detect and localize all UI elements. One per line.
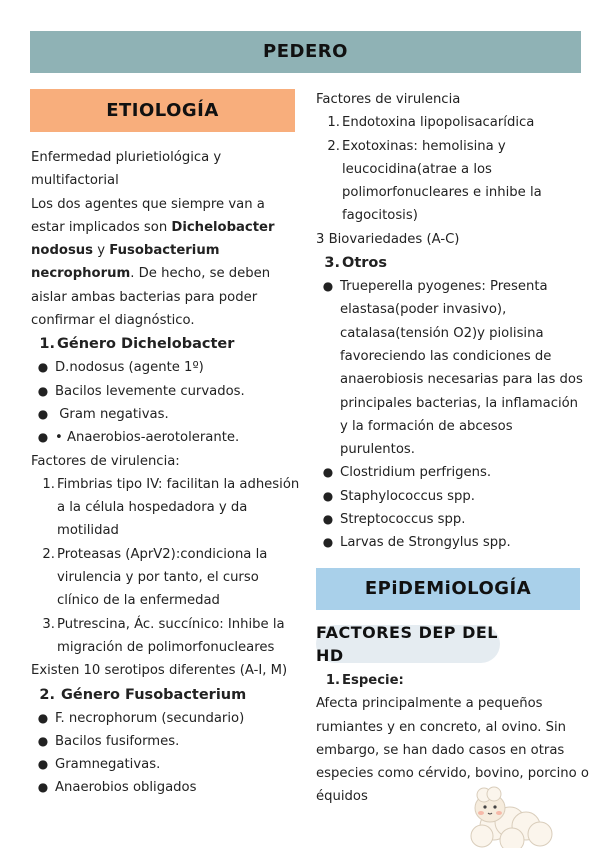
intro-text: Enfermedad plurietiológica y multifactorial — [31, 150, 222, 189]
agents-paragraph — [31, 193, 301, 333]
etiologia-heading: ETIOLOGÍA — [30, 89, 295, 132]
list-item: ● Trueperella pyogenes: Presenta elastasa(poder invasivo), catalasa(tensión O2)y piolisina favoreciendo las condiciones de anaerobiosis necesarias para las dos principales bacterias, la inflamación y la formación de abcesos purulentos. — [316, 275, 590, 461]
genus1-num: 1. — [39, 336, 55, 353]
list-item: ● Gramnegativas. — [31, 753, 301, 776]
species-num: 1. — [325, 673, 340, 688]
list-item: ● Bacilos fusiformes. — [31, 730, 301, 753]
bullet-icon: ● — [322, 512, 334, 527]
sheep-icon — [462, 782, 558, 848]
species-heading — [316, 669, 590, 692]
genus2-heading — [31, 683, 301, 707]
epidemiologia-heading: EPiDEMiOLOGÍA — [316, 568, 580, 610]
list-item: 3. Putrescina, Ác. succínico: Inhibe la migración de polimorfonucleares — [42, 616, 285, 655]
bullet-icon: ● — [322, 279, 334, 294]
species-text: Afecta principalmente a pequeños rumiantes y en concreto, al ovino. Sin embargo, se han dado casos en otras especies como cérvido, bovino, porcino o équidos — [316, 696, 589, 805]
bullet-icon: ● — [37, 757, 49, 772]
others-label: Otros — [342, 255, 388, 272]
list-item: ● Clostridium perfrigens. — [316, 461, 590, 484]
species-label: Especie: — [342, 673, 404, 688]
list-item: 2. Exotoxinas: hemolisina y leucocidina(atrae a los polimorfonucleares e inhibe la fagocitosis) — [327, 138, 542, 224]
agents-and: y — [93, 243, 110, 259]
list-item: 1. Fimbrias tipo IV: facilitan la adhesión a la célula hospedadora y da motilidad — [42, 476, 300, 539]
serotypes-text: Existen 10 serotipos diferentes (A-I, M) — [31, 663, 288, 679]
page-title: PEDERO — [30, 31, 581, 73]
others-heading — [316, 251, 590, 275]
biovariedades-text: 3 Biovariedades (A-C) — [316, 231, 460, 247]
bullet-icon: ● — [37, 780, 49, 795]
genus2-label: Género Fusobacterium — [61, 686, 247, 703]
genus2-num: 2. — [39, 686, 55, 703]
genus1-heading — [31, 332, 301, 356]
left-column — [31, 146, 301, 800]
bullet-icon: ● — [322, 488, 334, 503]
others-num: 3. — [324, 255, 340, 272]
bullet-icon: ● — [37, 406, 49, 421]
list-item: ● Staphylococcus spp. — [316, 485, 590, 508]
bullet-icon: ● — [322, 465, 334, 480]
list-item: ● • Anaerobios-aerotolerante. — [31, 426, 301, 449]
agent-dichelobacter: Dichelobacter nodosus — [31, 219, 275, 259]
list-item: ● Gram negativas. — [31, 403, 301, 426]
bullet-icon: ● — [37, 733, 49, 748]
bullet-icon: ● — [37, 383, 49, 398]
bullet-icon: ● — [37, 430, 49, 445]
right-column — [316, 88, 590, 555]
bullet-icon: ● — [37, 360, 49, 375]
list-item: 2. Proteasas (AprV2):condiciona la virulencia y por tanto, el curso clínico de la enfermedad — [42, 546, 268, 609]
list-item: ● Streptococcus spp. — [316, 508, 590, 531]
agents-pre: Los dos agentes que siempre van a estar implicados son — [31, 196, 265, 235]
list-item: 1. Endotoxina lipopolisacarídica — [327, 115, 535, 131]
list-item: ● Bacilos levemente curvados. — [31, 380, 301, 403]
list-item: ● Anaerobios obligados — [31, 776, 301, 799]
list-item: ● F. necrophorum (secundario) — [31, 707, 301, 730]
agent-fusobacterium: Fusobacterium necrophorum — [31, 243, 220, 282]
genus1-label: Género Dichelobacter — [57, 336, 235, 353]
list-item: ● Larvas de Strongylus spp. — [316, 531, 590, 554]
factores-heading: FACTORES DEP DEL HD — [316, 622, 498, 665]
list-item: ● D.nodosus (agente 1º) — [31, 356, 301, 379]
virulence-label: Factores de virulencia: — [31, 453, 180, 469]
agents-post: . De hecho, se deben aislar ambas bacterias para poder confirmar el diagnóstico. — [31, 266, 271, 329]
bullet-icon: ● — [322, 535, 334, 550]
bullet-icon: ● — [37, 710, 49, 725]
virulence-label-fuso: Factores de virulencia — [316, 92, 461, 107]
